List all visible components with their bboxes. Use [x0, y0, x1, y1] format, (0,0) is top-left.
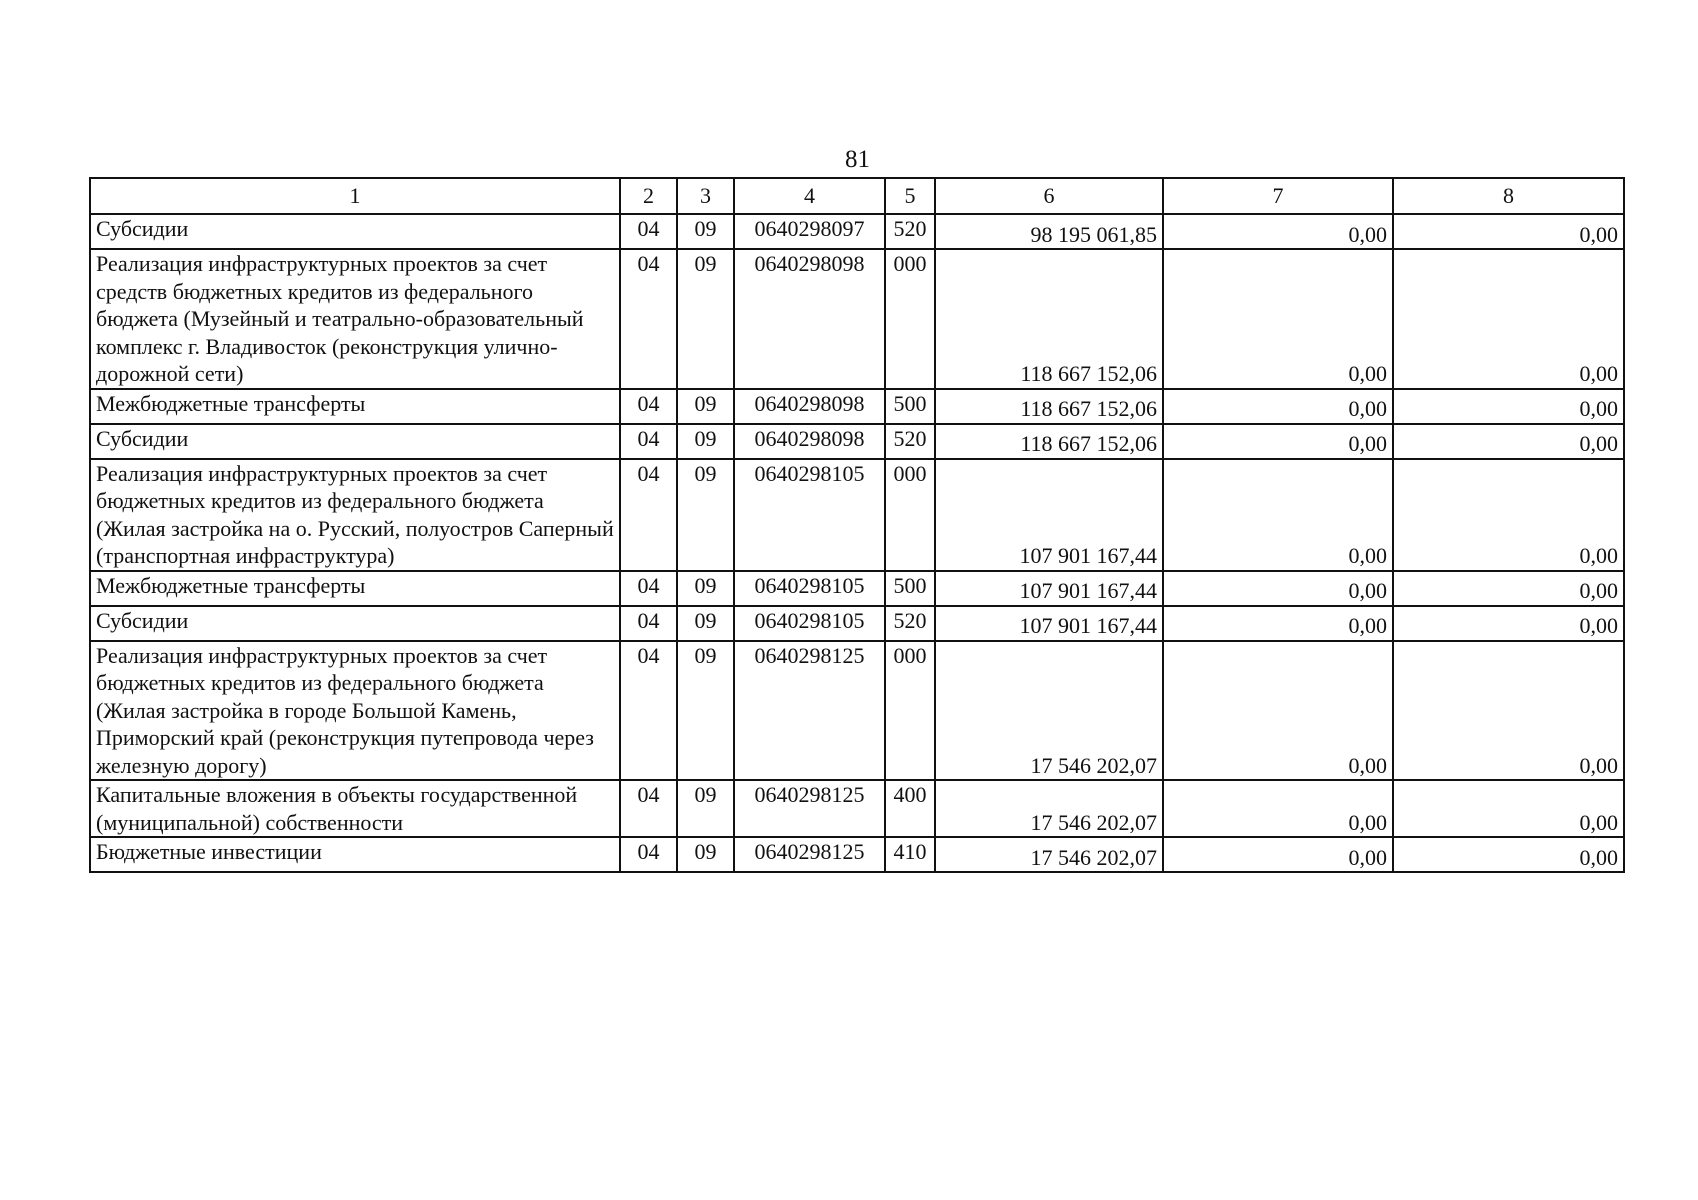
row-amount-8: 0,00 — [1393, 389, 1624, 424]
row-name: Субсидии — [90, 606, 620, 641]
budget-table — [89, 177, 1625, 873]
column-header: 1 — [90, 178, 620, 214]
row-amount-7: 0,00 — [1163, 641, 1393, 781]
row-section: 04 — [620, 459, 677, 571]
row-amount-6: 107 901 167,44 — [935, 571, 1163, 606]
row-amount-7: 0,00 — [1163, 837, 1393, 872]
row-amount-6: 17 546 202,07 — [935, 837, 1163, 872]
row-target-article: 0640298098 — [734, 249, 885, 389]
row-subsection: 09 — [677, 641, 734, 781]
row-target-article: 0640298105 — [734, 606, 885, 641]
row-section: 04 — [620, 249, 677, 389]
row-section: 04 — [620, 571, 677, 606]
table-row — [90, 459, 1624, 571]
row-name: Межбюджетные трансферты — [90, 389, 620, 424]
row-target-article: 0640298125 — [734, 837, 885, 872]
row-subsection: 09 — [677, 249, 734, 389]
table-row — [90, 606, 1624, 641]
row-amount-6: 118 667 152,06 — [935, 389, 1163, 424]
row-expense-type: 500 — [885, 571, 935, 606]
table-row — [90, 641, 1624, 781]
row-amount-6: 118 667 152,06 — [935, 249, 1163, 389]
table-row — [90, 837, 1624, 872]
row-name: Капитальные вложения в объекты государственной (муниципальной) собственности — [90, 780, 620, 837]
row-target-article: 0640298125 — [734, 641, 885, 781]
row-amount-8: 0,00 — [1393, 837, 1624, 872]
column-header: 6 — [935, 178, 1163, 214]
column-header: 3 — [677, 178, 734, 214]
row-amount-7: 0,00 — [1163, 424, 1393, 459]
row-amount-8: 0,00 — [1393, 641, 1624, 781]
table-row — [90, 424, 1624, 459]
row-section: 04 — [620, 606, 677, 641]
row-section: 04 — [620, 837, 677, 872]
row-amount-7: 0,00 — [1163, 214, 1393, 249]
row-amount-7: 0,00 — [1163, 249, 1393, 389]
row-amount-6: 17 546 202,07 — [935, 641, 1163, 781]
row-amount-6: 118 667 152,06 — [935, 424, 1163, 459]
row-name: Субсидии — [90, 214, 620, 249]
row-target-article: 0640298105 — [734, 459, 885, 571]
table-row — [90, 780, 1624, 837]
row-subsection: 09 — [677, 424, 734, 459]
row-section: 04 — [620, 214, 677, 249]
table-row — [90, 249, 1624, 389]
row-amount-6: 98 195 061,85 — [935, 214, 1163, 249]
row-expense-type: 520 — [885, 214, 935, 249]
row-amount-8: 0,00 — [1393, 780, 1624, 837]
row-amount-7: 0,00 — [1163, 780, 1393, 837]
row-amount-7: 0,00 — [1163, 389, 1393, 424]
row-target-article: 0640298098 — [734, 389, 885, 424]
row-name: Реализация инфраструктурных проектов за счет средств бюджетных кредитов из федерального бюджета (Музейный и театрально-образовательный комплекс г. Владивосток (реконструкция улично-дорожной сети) — [90, 249, 620, 389]
row-amount-8: 0,00 — [1393, 424, 1624, 459]
row-section: 04 — [620, 780, 677, 837]
column-header: 2 — [620, 178, 677, 214]
row-amount-8: 0,00 — [1393, 606, 1624, 641]
row-amount-8: 0,00 — [1393, 214, 1624, 249]
row-name: Реализация инфраструктурных проектов за счет бюджетных кредитов из федерального бюджета (Жилая застройка на о. Русский, полуостров Саперный (транспортная инфраструктура) — [90, 459, 620, 571]
row-subsection: 09 — [677, 837, 734, 872]
row-amount-8: 0,00 — [1393, 571, 1624, 606]
row-subsection: 09 — [677, 389, 734, 424]
row-amount-6: 17 546 202,07 — [935, 780, 1163, 837]
row-target-article: 0640298125 — [734, 780, 885, 837]
row-section: 04 — [620, 641, 677, 781]
table-row — [90, 571, 1624, 606]
row-expense-type: 500 — [885, 389, 935, 424]
row-subsection: 09 — [677, 459, 734, 571]
row-target-article: 0640298098 — [734, 424, 885, 459]
row-expense-type: 410 — [885, 837, 935, 872]
column-header: 4 — [734, 178, 885, 214]
row-amount-8: 0,00 — [1393, 249, 1624, 389]
row-expense-type: 000 — [885, 459, 935, 571]
column-header: 8 — [1393, 178, 1624, 214]
row-expense-type: 520 — [885, 606, 935, 641]
table-header-row — [90, 178, 1624, 214]
row-subsection: 09 — [677, 571, 734, 606]
row-expense-type: 520 — [885, 424, 935, 459]
row-amount-7: 0,00 — [1163, 606, 1393, 641]
row-target-article: 0640298097 — [734, 214, 885, 249]
row-section: 04 — [620, 389, 677, 424]
row-section: 04 — [620, 424, 677, 459]
row-subsection: 09 — [677, 780, 734, 837]
row-name: Бюджетные инвестиции — [90, 837, 620, 872]
row-expense-type: 400 — [885, 780, 935, 837]
row-subsection: 09 — [677, 606, 734, 641]
column-header: 5 — [885, 178, 935, 214]
row-name: Субсидии — [90, 424, 620, 459]
row-expense-type: 000 — [885, 249, 935, 389]
row-subsection: 09 — [677, 214, 734, 249]
row-target-article: 0640298105 — [734, 571, 885, 606]
row-amount-7: 0,00 — [1163, 459, 1393, 571]
row-amount-7: 0,00 — [1163, 571, 1393, 606]
row-amount-6: 107 901 167,44 — [935, 606, 1163, 641]
row-amount-6: 107 901 167,44 — [935, 459, 1163, 571]
row-expense-type: 000 — [885, 641, 935, 781]
row-name: Межбюджетные трансферты — [90, 571, 620, 606]
page-number: 81 — [845, 146, 870, 173]
row-amount-8: 0,00 — [1393, 459, 1624, 571]
table-row — [90, 389, 1624, 424]
row-name: Реализация инфраструктурных проектов за счет бюджетных кредитов из федерального бюджета (Жилая застройка в городе Большой Камень, Приморский край (реконструкция путепровода через железную дорогу) — [90, 641, 620, 781]
column-header: 7 — [1163, 178, 1393, 214]
table-row — [90, 214, 1624, 249]
